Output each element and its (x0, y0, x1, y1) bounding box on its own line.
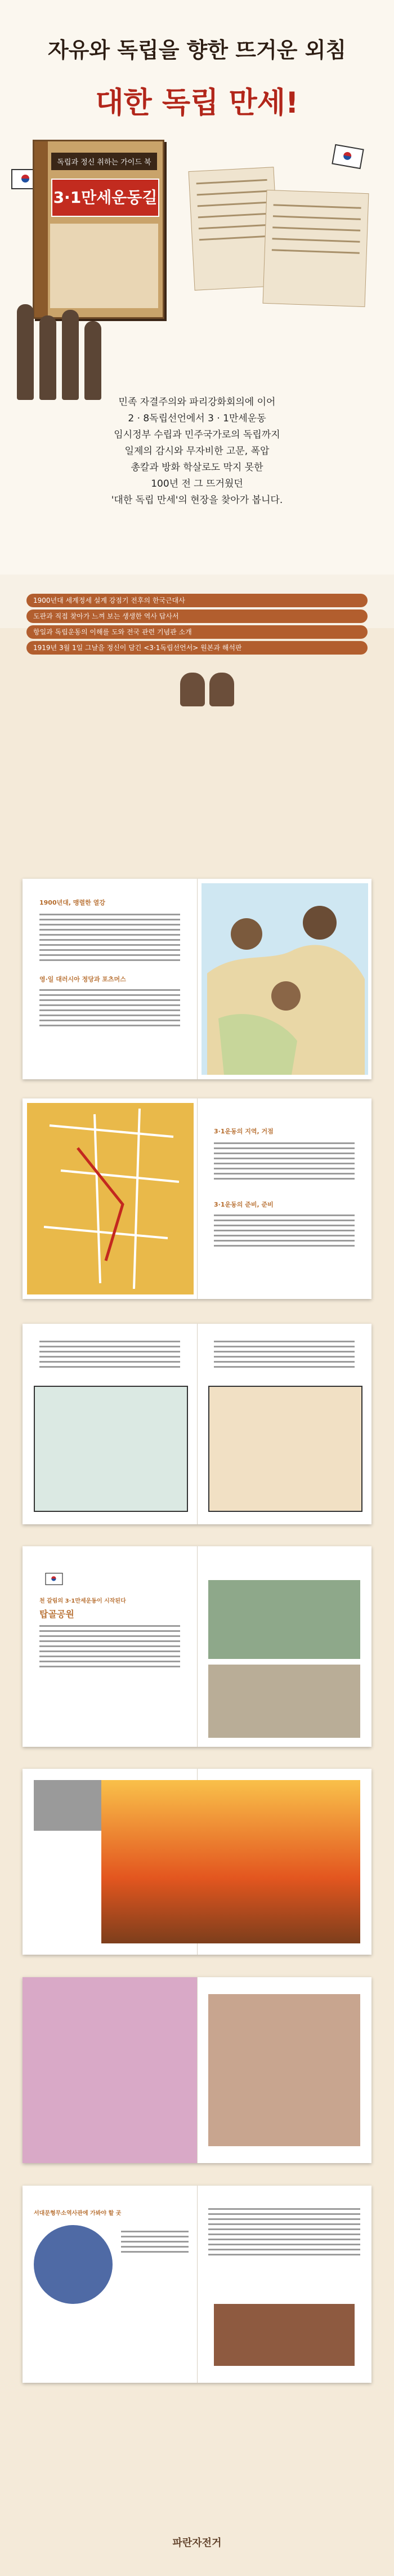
page-subhead: 3·1운동의 준비, 준비 (214, 1201, 274, 1208)
book-spread-7 (23, 2186, 371, 2383)
feature-item: 1900년대 세계정세 설계 강점기 전후의 한국근대사 (26, 594, 368, 607)
page-heading: 3·1운동의 지역, 거점 (214, 1128, 274, 1135)
book-illustration (50, 224, 158, 308)
body-text (39, 914, 180, 964)
spread-gutter (197, 1098, 198, 1299)
park-photo (208, 1580, 360, 1659)
student-illustration (180, 673, 205, 706)
body-text (214, 1341, 355, 1371)
crowd-figure (62, 310, 79, 400)
book-title: 3·1만세운동길 (51, 179, 159, 217)
page-subhead: 영·일 대러시아 정당과 포츠머스 (39, 976, 126, 983)
headline-line1: 자유와 독립을 향한 뜨거운 외침 (47, 38, 347, 63)
book-cover (33, 140, 164, 319)
intro-line: 총칼과 방화 학살로도 막지 못한 (131, 462, 263, 473)
burning-village-illustration (101, 1780, 360, 1943)
book-spread-6 (23, 1977, 371, 2163)
page-caption: 천 갈림의 3·1만세운동이 시작된다 (39, 1598, 126, 1604)
intro-line: 임시정부 수립과 민주국가로의 독립까지 (114, 429, 280, 441)
prison-illustration (23, 1977, 197, 2163)
taegukgi-flag-icon (332, 144, 364, 169)
book-spread-5 (23, 1769, 371, 1955)
hero-header (0, 0, 394, 575)
feature-item: 항일과 독립운동의 이해를 도와 전국 관련 기념관 소개 (26, 625, 368, 639)
intro-line: 100년 전 그 뜨거웠던 (151, 478, 243, 490)
spread-gutter (197, 879, 198, 1079)
illustration-strip (0, 670, 394, 710)
spread-gutter (197, 2186, 198, 2383)
spread-gutter (197, 1977, 198, 2163)
crowd-figure (17, 304, 34, 400)
intro-line: 2 · 8독립선언에서 3 · 1만세운동 (128, 413, 266, 424)
feature-item: 도판과 직접 찾아가 느껴 보는 생생한 역사 답사서 (26, 609, 368, 623)
book-spread-4 (23, 1546, 371, 1747)
intro-copy (0, 394, 394, 509)
taegukgi-flag-icon (45, 1573, 62, 1585)
body-text (208, 2208, 360, 2259)
crowd-figure (39, 315, 56, 400)
page-heading: 서대문형무소역사관에 가봐야 할 곳 (34, 2210, 122, 2217)
intro-line: 민족 자결주의와 파리강화회의에 이어 (118, 397, 276, 408)
comic-panel (34, 1386, 188, 1512)
body-text (39, 1625, 180, 1671)
prison-photo (208, 1994, 360, 2146)
monument-relief-photo (208, 1665, 360, 1738)
page-heading: 1900년대, 맹렬한 열강 (39, 899, 105, 906)
body-text (39, 989, 180, 1030)
museum-photo (34, 2225, 113, 2304)
body-text (121, 2231, 189, 2256)
body-text (39, 1341, 180, 1371)
hero-section (0, 0, 394, 652)
spread-gutter (197, 1324, 198, 1524)
book-spread-3 (23, 1324, 371, 1524)
spread-gutter (197, 1546, 198, 1747)
publisher-logo: 파란자전거 (172, 2537, 222, 2549)
comic-panel (208, 1386, 362, 1512)
feature-list (26, 591, 368, 657)
book-spine (34, 141, 48, 317)
student-illustration (209, 673, 234, 706)
headline-line2: 대한 독립 만세! (95, 86, 299, 120)
city-route-map (27, 1103, 194, 1294)
body-text (214, 1214, 355, 1250)
intro-line: '대한 독립 만세'의 현장을 찾아가 봅니다. (111, 495, 283, 506)
page-title: 탑골공원 (39, 1609, 74, 1620)
book-spread-2 (23, 1098, 371, 1299)
body-text (214, 1142, 355, 1183)
intro-line: 일제의 감시와 무자비한 고문, 폭압 (124, 446, 270, 457)
historic-photo (34, 1780, 101, 1831)
world-powers-map (202, 883, 368, 1075)
declaration-document (263, 190, 369, 307)
book-subtitle: 독립과 정신 취하는 가이드 북 (51, 153, 157, 170)
crowd-figure (84, 321, 101, 400)
feature-item: 1919년 3월 1일 그날을 정신이 담긴 <3·1독립선언서> 원본과 해석판 (26, 641, 368, 655)
memorial-building-photo (214, 2304, 355, 2366)
book-spread-1 (23, 879, 371, 1079)
